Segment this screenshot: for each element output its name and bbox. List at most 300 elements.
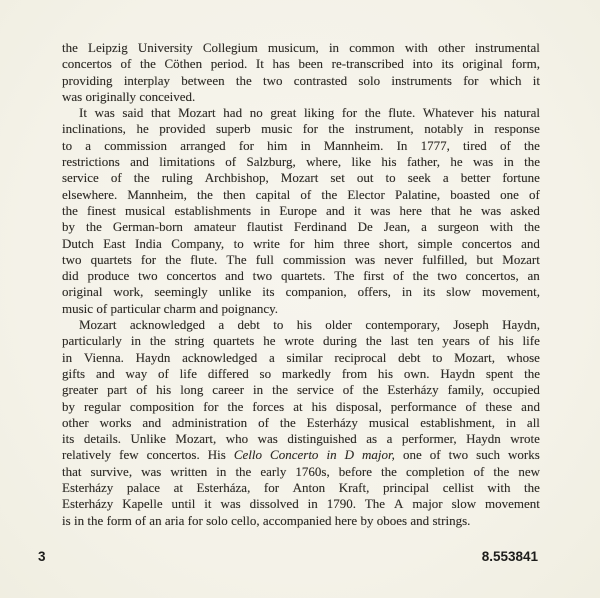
word: accompanied	[262, 512, 332, 528]
word: dissolved	[249, 496, 299, 512]
text-line	[62, 89, 540, 105]
word: was	[257, 431, 278, 447]
text-line	[62, 203, 540, 219]
word: the	[86, 219, 102, 235]
word: work,	[113, 284, 144, 300]
word: such	[476, 447, 501, 463]
word: short,	[379, 235, 409, 251]
word: with	[489, 219, 513, 235]
word: form	[106, 512, 132, 528]
text-line	[62, 464, 540, 480]
word: Haydn,	[502, 317, 540, 333]
word: debt	[398, 349, 421, 365]
word: the	[197, 186, 213, 202]
word: in	[326, 447, 337, 463]
word: regular	[84, 398, 121, 414]
word: that	[62, 463, 82, 479]
word: in	[300, 137, 311, 153]
word: his	[381, 154, 397, 170]
word: to	[62, 137, 73, 153]
word: completion	[405, 463, 465, 479]
word: his	[311, 398, 327, 414]
word: the	[364, 105, 381, 121]
word: was	[370, 202, 391, 218]
word: establishments	[174, 202, 252, 218]
word: The	[364, 496, 386, 512]
word: Concerto	[270, 447, 319, 463]
text-line	[62, 317, 540, 333]
word: to	[432, 349, 443, 365]
word: composition	[129, 398, 195, 414]
word: performance	[390, 398, 457, 414]
word: concertos.	[146, 447, 200, 463]
word: of	[473, 463, 485, 479]
text-line	[62, 236, 540, 252]
word: Whatever	[422, 105, 474, 121]
word: the	[62, 202, 78, 218]
word: its	[423, 284, 436, 300]
text-line	[62, 105, 540, 121]
word: two	[448, 447, 469, 463]
word: surgeon	[437, 219, 479, 235]
word: Esterháza,	[196, 480, 251, 496]
word: major,	[362, 447, 395, 463]
word: where,	[306, 154, 342, 170]
word: Jean,	[383, 219, 411, 235]
word: It	[255, 56, 264, 72]
word: years	[442, 333, 470, 349]
word: in	[130, 333, 141, 349]
body-text	[62, 40, 540, 529]
word: life	[522, 333, 540, 349]
word: and	[130, 154, 149, 170]
text-line	[62, 350, 540, 366]
word: cellist	[442, 480, 474, 496]
word: has	[272, 56, 290, 72]
word: one	[402, 447, 422, 463]
word: of	[499, 137, 511, 153]
word: was	[141, 463, 162, 479]
word: of	[158, 365, 169, 381]
word: administration	[172, 414, 248, 430]
word: who	[225, 431, 249, 447]
word: between	[181, 72, 225, 88]
word: the	[133, 170, 150, 186]
page-footer	[38, 549, 538, 564]
word: one	[500, 186, 519, 202]
word: relatively	[62, 447, 112, 463]
word: contemporary,	[365, 317, 440, 333]
word: his	[156, 382, 172, 398]
word: by	[62, 219, 75, 235]
word: Mozart	[79, 317, 117, 333]
word: as	[366, 431, 378, 447]
word: with	[404, 40, 428, 55]
word: three	[343, 235, 370, 251]
word: Vienna.	[83, 349, 124, 365]
word: in	[253, 382, 264, 398]
word: Archbishop,	[204, 170, 269, 186]
word: occupied	[492, 382, 540, 398]
word: here	[399, 202, 422, 218]
word: was	[220, 496, 241, 512]
word: of	[392, 268, 404, 284]
word: cello,	[231, 512, 260, 528]
word: instrument,	[354, 121, 414, 137]
word: produce	[87, 268, 130, 284]
word: an	[527, 268, 540, 284]
word: long	[180, 382, 204, 398]
word: finest	[86, 202, 116, 218]
word: the	[523, 137, 540, 153]
word: last	[390, 333, 409, 349]
word: Collegium	[202, 40, 258, 55]
word: early	[260, 463, 287, 479]
word: elsewhere.	[62, 186, 118, 202]
word: Haydn	[135, 349, 171, 365]
word: at	[173, 480, 183, 496]
word: and	[326, 202, 345, 218]
word: Esterházy	[306, 414, 358, 430]
word: the	[524, 154, 540, 170]
word: string	[174, 333, 205, 349]
word: and	[199, 300, 219, 316]
word: so	[259, 365, 272, 381]
word: aria	[164, 512, 185, 528]
word: disposal,	[335, 398, 382, 414]
text-line	[62, 480, 540, 496]
word: 1760s,	[295, 463, 330, 479]
word: which	[489, 72, 522, 88]
word: East	[103, 235, 126, 251]
word: Company,	[171, 235, 225, 251]
word: differed	[207, 365, 249, 381]
word: Mozart	[178, 105, 216, 121]
word: here	[334, 512, 358, 528]
word: concertos	[166, 268, 217, 284]
word: particular	[110, 300, 161, 316]
word: until	[171, 496, 196, 512]
word: service	[62, 170, 99, 186]
word: for	[140, 251, 157, 267]
word: forces	[252, 398, 285, 414]
word: ruling	[161, 170, 193, 186]
word: boasted	[450, 186, 490, 202]
text-line	[62, 187, 540, 203]
word: from	[341, 365, 368, 381]
word: quartets	[90, 251, 132, 267]
word: companion,	[285, 284, 347, 300]
word: a	[442, 170, 449, 186]
word: no	[249, 105, 263, 121]
word: his	[498, 333, 514, 349]
word: seemingly	[154, 284, 208, 300]
word: Kapelle	[122, 496, 163, 512]
word: and	[225, 268, 244, 284]
word: in	[307, 496, 318, 512]
word: of	[136, 382, 148, 398]
word: performer,	[401, 431, 457, 447]
word: Esterházy	[387, 382, 439, 398]
word: Salzburg,	[246, 154, 296, 170]
word: and	[410, 512, 430, 528]
paragraph	[62, 40, 540, 105]
word: flautist	[246, 219, 283, 235]
word: similar	[286, 349, 323, 365]
word: an	[149, 512, 162, 528]
word: solo	[358, 72, 381, 88]
word: Palatine,	[395, 186, 441, 202]
word: music	[261, 121, 293, 137]
word: his	[296, 317, 312, 333]
word: a	[85, 137, 92, 153]
word: form,	[511, 56, 540, 72]
text-line	[62, 121, 540, 137]
word: life	[179, 365, 197, 381]
word: Anton	[292, 480, 326, 496]
word: better	[460, 170, 491, 186]
word: was	[473, 154, 494, 170]
word: the	[381, 463, 397, 479]
word: palace	[126, 480, 161, 496]
word: in	[503, 154, 514, 170]
text-line	[62, 447, 540, 463]
word: original	[62, 284, 103, 300]
word: Ferdinand	[293, 219, 347, 235]
word: the	[139, 56, 156, 72]
word: amateur	[193, 219, 236, 235]
word: in	[328, 40, 340, 55]
text-line	[62, 154, 540, 170]
word: quartets	[213, 333, 255, 349]
word: he	[136, 121, 149, 137]
word: His	[207, 447, 226, 463]
text-line	[62, 496, 540, 512]
word: he	[450, 154, 463, 170]
word: in	[505, 414, 516, 430]
word: particularly	[62, 333, 122, 349]
word: arranged	[180, 137, 226, 153]
word: period.	[210, 56, 248, 72]
word: the	[227, 398, 244, 414]
word: is	[62, 512, 71, 528]
word: simple	[417, 235, 453, 251]
word: into	[412, 56, 433, 72]
word: Mozart,	[454, 349, 495, 365]
word: that	[151, 105, 171, 121]
word: great	[270, 105, 297, 121]
word: music	[62, 300, 94, 316]
text-line	[62, 415, 540, 431]
word: concertos	[461, 235, 512, 251]
word: distinguished	[287, 431, 357, 447]
word: restrictions	[62, 154, 120, 170]
word: of	[478, 333, 490, 349]
word: the	[62, 40, 78, 55]
word: Mozart,	[175, 431, 217, 447]
word: The	[334, 268, 355, 284]
word: two	[138, 268, 158, 284]
word: older	[325, 317, 352, 333]
word: him	[267, 137, 288, 153]
word: concertos	[62, 56, 112, 72]
word: wrote	[284, 333, 315, 349]
word: The	[226, 251, 247, 267]
word: part	[107, 382, 128, 398]
word: India	[135, 235, 162, 251]
word: the	[279, 414, 296, 430]
word: of	[135, 512, 146, 528]
word: it	[353, 202, 362, 218]
word: two	[252, 268, 273, 284]
word: by	[360, 512, 374, 528]
word: a	[218, 317, 225, 333]
word: out	[356, 170, 374, 186]
word: had	[223, 105, 243, 121]
word: of	[429, 447, 441, 463]
text-line	[62, 431, 540, 447]
text-line	[62, 301, 540, 317]
word: the	[524, 219, 540, 235]
word: the	[328, 121, 345, 137]
word: movement	[485, 496, 540, 512]
word: its	[62, 431, 75, 447]
word: in	[260, 202, 271, 218]
word: acknowledged	[182, 349, 258, 365]
word: by	[62, 398, 75, 414]
word: interplay	[123, 72, 171, 88]
word: during	[322, 333, 357, 349]
text-line	[62, 382, 540, 398]
word: and	[142, 414, 162, 430]
word: seek	[407, 170, 431, 186]
word: Kraft,	[338, 480, 370, 496]
catalog-number: 8.553841	[481, 549, 538, 564]
word: In	[396, 137, 408, 153]
word: 1790.	[326, 496, 356, 512]
word: gifts	[62, 365, 86, 381]
word: flute.	[190, 251, 218, 267]
word: the	[362, 382, 379, 398]
word: greater	[62, 382, 99, 398]
text-line	[62, 284, 540, 300]
text-line	[62, 56, 540, 72]
word: with	[487, 480, 511, 496]
word: been	[298, 56, 324, 72]
word: it	[532, 72, 540, 88]
word: response	[494, 121, 540, 137]
word: Dutch	[62, 235, 94, 251]
word: father,	[406, 154, 440, 170]
word: of	[465, 398, 477, 414]
text-line	[62, 170, 540, 186]
word: originally	[85, 88, 137, 104]
word: musical	[368, 414, 410, 430]
word: common	[349, 40, 395, 55]
text-line	[62, 219, 540, 235]
word: of	[529, 186, 540, 202]
word: a	[268, 349, 275, 365]
word: natural	[503, 105, 540, 121]
word: the	[524, 480, 540, 496]
word: De	[357, 219, 373, 235]
word: Cello	[233, 447, 263, 463]
word: did	[62, 268, 79, 284]
word: of	[300, 186, 312, 202]
word: major	[412, 496, 443, 512]
word: offers,	[357, 284, 391, 300]
page-number: 3	[38, 549, 46, 564]
word: in	[401, 284, 413, 300]
word: the	[412, 268, 429, 284]
word: fortune	[502, 170, 540, 186]
word: to	[273, 317, 284, 333]
word: Mozart	[502, 251, 540, 267]
word: career	[212, 382, 245, 398]
word: was	[94, 105, 115, 121]
word: notably	[424, 121, 464, 137]
word: commission	[104, 137, 168, 153]
word: acknowledged	[129, 317, 205, 333]
word: spent	[485, 365, 514, 381]
word: Europe	[279, 202, 317, 218]
word: Mannheim.	[323, 137, 384, 153]
word: Cöthen	[164, 56, 203, 72]
word: his	[481, 105, 497, 121]
word: family,	[447, 382, 484, 398]
word: write	[253, 235, 280, 251]
word: its	[262, 284, 275, 300]
word: asked	[510, 202, 540, 218]
word: markedly	[281, 365, 331, 381]
word: in	[473, 121, 484, 137]
word: of	[258, 414, 269, 430]
word: tired	[462, 137, 487, 153]
word: debt	[237, 317, 260, 333]
word: in	[62, 349, 73, 365]
word: to	[233, 235, 244, 251]
word: of	[225, 154, 237, 170]
word: quartets.	[280, 268, 326, 284]
word: of	[110, 170, 122, 186]
word: few	[119, 447, 139, 463]
word: principal	[382, 480, 430, 496]
word: but	[476, 251, 494, 267]
word: him	[313, 235, 335, 251]
word: for	[302, 121, 318, 137]
word: Haydn	[466, 431, 501, 447]
word: wrote	[510, 431, 540, 447]
word: to	[385, 170, 396, 186]
paragraph	[62, 317, 540, 529]
word: Elector	[347, 186, 385, 202]
word: concertos,	[465, 268, 519, 284]
word: in	[216, 463, 227, 479]
text-line	[62, 138, 540, 154]
word: instrumental	[474, 40, 540, 55]
word: like	[351, 154, 372, 170]
word: new	[518, 463, 540, 479]
word: first	[363, 268, 385, 284]
word: superb	[215, 121, 251, 137]
word: for	[187, 512, 203, 528]
word: a	[386, 431, 393, 447]
word: capital	[255, 186, 291, 202]
word: fulfilled,	[422, 251, 468, 267]
word: set	[330, 170, 345, 186]
text-line	[62, 366, 540, 382]
word: then	[223, 186, 246, 202]
